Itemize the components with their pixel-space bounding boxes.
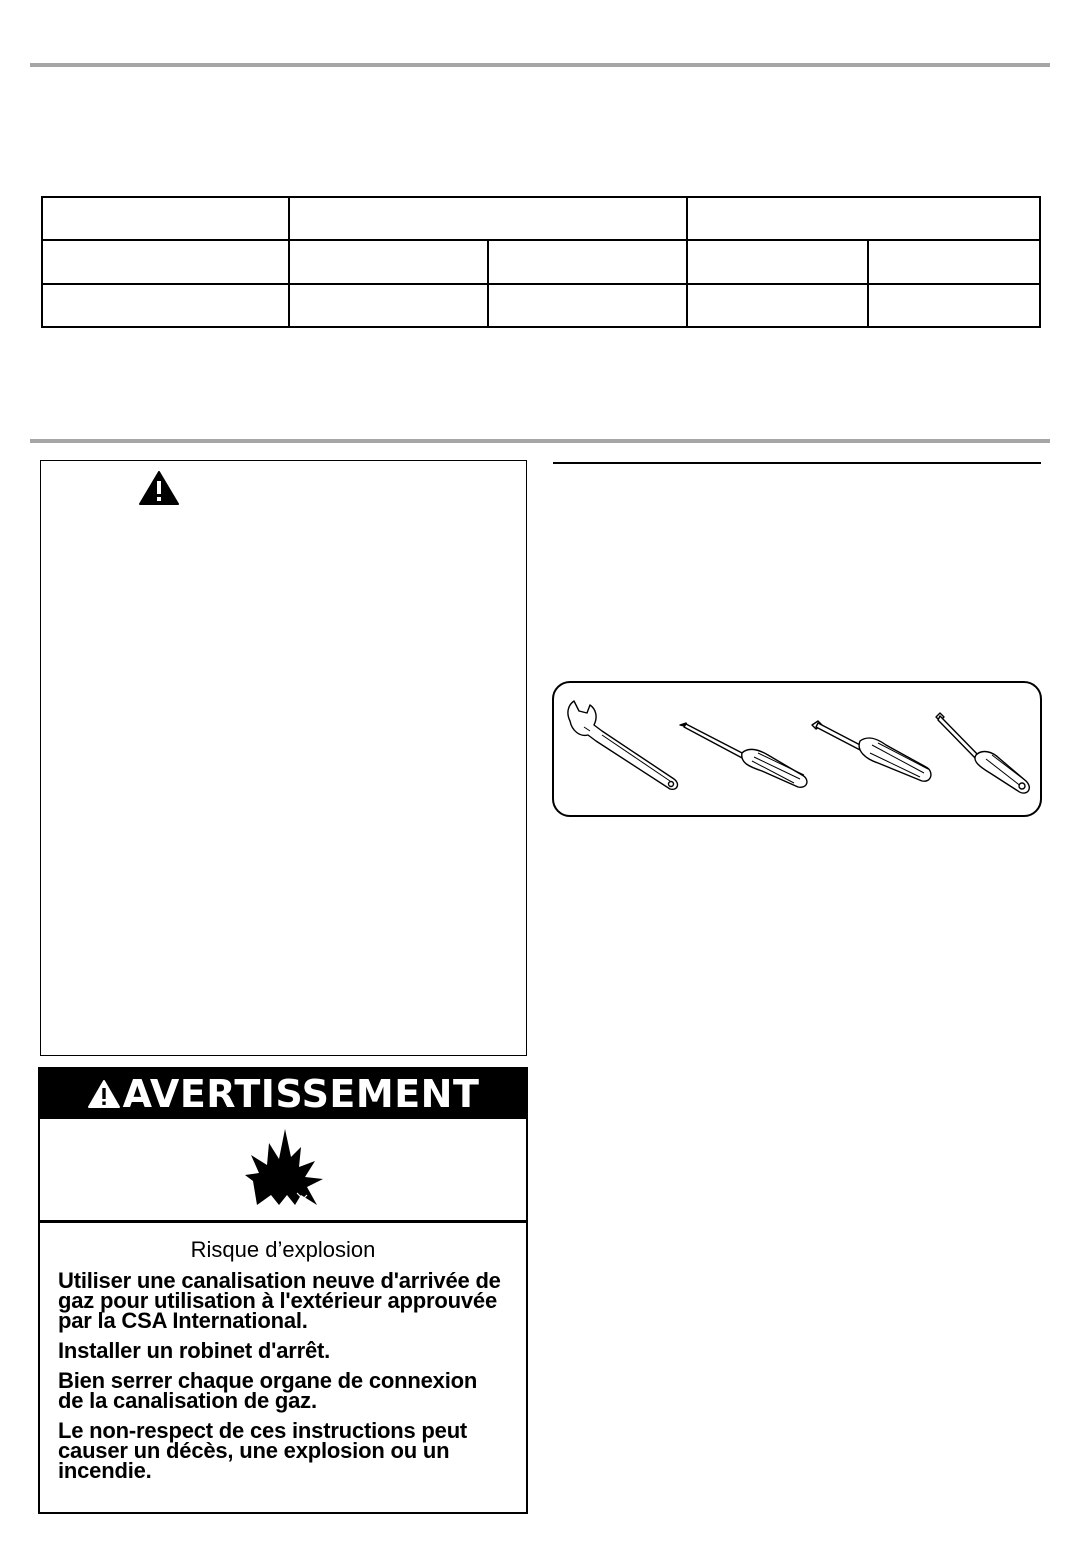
- table-cell: [868, 284, 1040, 327]
- warning-title: AVERTISSEMENT: [122, 1072, 480, 1116]
- table-row: [42, 284, 1040, 327]
- warning-instruction: Utiliser une canalisation neuve d'arrivée de gaz pour utilisation à l'extérieur approuvée par la CSA International.: [58, 1268, 501, 1333]
- hazard-symbol-area: [40, 1119, 526, 1223]
- table-header-row: [42, 197, 1040, 240]
- notice-box: [40, 460, 527, 1056]
- table-cell: [42, 284, 289, 327]
- warning-triangle-icon: [87, 1079, 121, 1109]
- warning-triangle-icon: [139, 471, 179, 505]
- table-cell: [488, 240, 687, 283]
- top-divider-rule: [30, 63, 1050, 67]
- small-flat-screwdriver-icon: [930, 683, 1040, 803]
- table-cell: [289, 240, 488, 283]
- table-cell: [42, 197, 289, 240]
- warning-header: [40, 1069, 526, 1119]
- table-cell: [289, 197, 687, 240]
- flat-screwdriver-icon: [808, 683, 938, 793]
- hazard-title: Risque d’explosion: [190, 1237, 376, 1262]
- table-cell: [488, 284, 687, 327]
- table-row: [42, 240, 1040, 283]
- adjustable-wrench-icon: [562, 683, 692, 793]
- warning-instruction: Installer un robinet d'arrêt.: [58, 1338, 331, 1363]
- warning-instruction: Bien serrer chaque organe de connexion de la canalisation de gaz.: [58, 1368, 478, 1413]
- warning-body: [40, 1225, 526, 1491]
- explosion-icon: [245, 1129, 325, 1207]
- specifications-table: [41, 196, 1041, 328]
- table-cell: [868, 240, 1040, 283]
- table-cell: [687, 240, 868, 283]
- right-column-rule: [553, 462, 1041, 464]
- table-cell: [42, 240, 289, 283]
- table-cell: [687, 197, 1040, 240]
- explosion-warning-panel: [38, 1067, 528, 1514]
- table-cell: [289, 284, 488, 327]
- table-cell: [687, 284, 868, 327]
- phillips-screwdriver-icon: [676, 683, 816, 793]
- tools-illustration: [552, 681, 1042, 817]
- warning-instruction: Le non-respect de ces instructions peut causer un décès, une explosion ou un incendie.: [58, 1418, 468, 1483]
- section-divider-rule: [30, 439, 1050, 443]
